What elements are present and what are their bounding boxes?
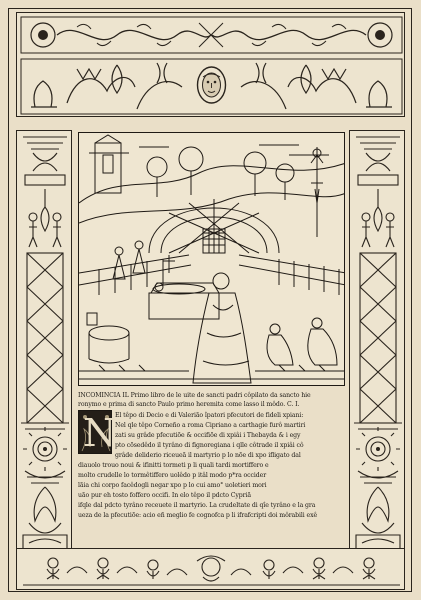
text-line-2: ronymo e prima di sancto Paulo primo heremita come lasso il môdo. C. I. — [78, 401, 300, 408]
text-line-1: INCOMINCIA IL Primo libro de le uite de sancti padri côpilato da sancto hie — [78, 392, 311, 399]
right-column-drawing — [350, 131, 406, 571]
left-ornamental-column — [16, 130, 72, 570]
text-line-11: uão pur eh tosto foffero occifi. In elo têpo il pdcto Cypriã — [78, 492, 251, 499]
text-line-10: lãia chi corpo facêdogli negar xpo p lo cui amo° uoletieri mori — [78, 482, 267, 489]
decorated-initial — [78, 410, 117, 455]
initial-letter: N — [83, 411, 117, 455]
text-line-12: ifqle dal pdcto tyrâno receuete il martyrio. La crudeltate di qîe tyrâno e la gra — [78, 502, 316, 509]
text-line-8: diauolo trouo noui & ifinitti tormeti p li quali tardi mortiffero e — [78, 462, 269, 469]
text-line-4: Nel qle têpo Corneño a roma Cipriano a carthagie furô martiri — [115, 422, 306, 429]
text-line-5: zati su grâde pfecutiõe & occifiõe di xpiâi i Thebayda & i egy — [115, 432, 301, 439]
top-ornament-drawing — [17, 13, 406, 118]
text-line-3: El têpo di Decio e di Valerião îpatori pfecutori de fideli xpiani: — [115, 412, 304, 419]
right-ornamental-column — [349, 130, 405, 570]
text-line-9: molto crudelle lo tormêtiffero uolêdo p itâl modo p*ra occider — [78, 472, 267, 479]
woodcut-illustration — [78, 132, 345, 386]
bottom-ornamental-border — [16, 548, 405, 590]
left-column-drawing — [17, 131, 73, 571]
top-ornamental-border — [16, 12, 405, 117]
bottom-ornament-drawing — [17, 549, 406, 591]
text-line-6: pto cõsedêdo il tyrâno di fignoregiana i qlle côtrade il xpiâi cô — [115, 442, 304, 449]
hermits-scene-drawing — [79, 133, 345, 386]
text-block — [78, 392, 348, 547]
text-line-13: ueza de la pfecutiõe: acio eñ meglio fe cognofca p li ifrafcripti doi môrabili exê — [78, 512, 318, 519]
text-line-7: grâde deliderio riceueã il martyrio p lo nõe di xpo ifligato dal — [115, 452, 301, 459]
